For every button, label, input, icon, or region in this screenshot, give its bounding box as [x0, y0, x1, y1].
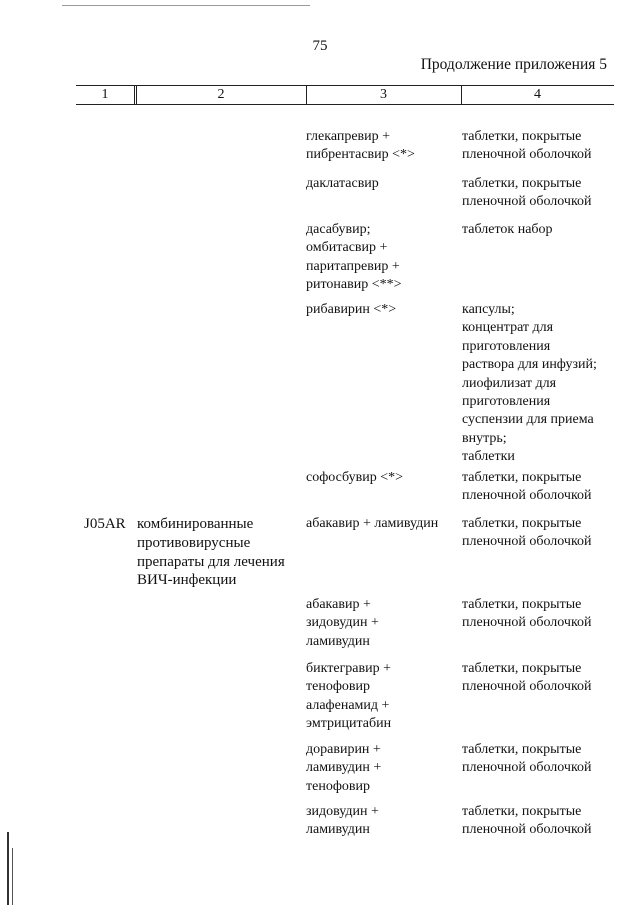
- header-divider: [134, 86, 135, 104]
- table-row-drug: дасабувир; омбитасвир + паритапревир + ритонавир <**>: [306, 222, 402, 293]
- table-row-form: таблетки, покрытые пленочной оболочкой: [462, 470, 592, 504]
- scan-artifact-left-line-2: [12, 848, 13, 905]
- table-row-drug: рибавирин <*>: [306, 302, 397, 317]
- table-row-form: таблетки, покрытые пленочной оболочкой: [462, 597, 592, 631]
- table-row-form: таблетки, покрытые пленочной оболочкой: [462, 176, 592, 210]
- scan-artifact-left-line: [7, 832, 9, 905]
- table-row-drug: софосбувир <*>: [306, 470, 404, 485]
- header-col-3: 3: [380, 87, 387, 102]
- table-row-form: таблетки, покрытые пленочной оболочкой: [462, 661, 592, 695]
- table-row-form: таблетки, покрытые пленочной оболочкой: [462, 804, 592, 838]
- atc-group-name: комбинированные противовирусные препараты для лечения ВИЧ-инфекции: [137, 516, 285, 589]
- table-row-form: капсулы; концентрат для приготовления раствора для инфузий; лиофилизат для приготовления суспензии для приема внутрь; таблетки: [462, 302, 597, 465]
- header-col-4: 4: [534, 87, 541, 102]
- table-row-drug: абакавир + ламивудин: [306, 516, 439, 531]
- table-row-form: таблетки, покрытые пленочной оболочкой: [462, 742, 592, 776]
- table-row-form: таблеток набор: [462, 222, 553, 237]
- header-col-2: 2: [217, 87, 225, 102]
- header-col-1: 1: [101, 87, 109, 102]
- table-header: [76, 85, 614, 105]
- atc-code: J05AR: [84, 516, 126, 532]
- table-row-drug: зидовудин + ламивудин: [306, 804, 379, 838]
- table-row-form: таблетки, покрытые пленочной оболочкой: [462, 129, 592, 163]
- continuation-title: Продолжение приложения 5: [420, 56, 607, 73]
- table-row-drug: абакавир + зидовудин + ламивудин: [306, 597, 379, 649]
- table-row-drug: биктегравир + тенофовир алафенамид + эмтрицитабин: [306, 661, 392, 732]
- table-row-form: таблетки, покрытые пленочной оболочкой: [462, 516, 592, 550]
- page-number: 75: [312, 38, 328, 54]
- scan-artifact-top-line: [62, 5, 310, 6]
- table-row-drug: доравирин + ламивудин + тенофовир: [306, 742, 382, 794]
- table-row-drug: даклатасвир: [306, 176, 379, 191]
- table-row-drug: глекапревир + пибрентасвир <*>: [306, 129, 415, 163]
